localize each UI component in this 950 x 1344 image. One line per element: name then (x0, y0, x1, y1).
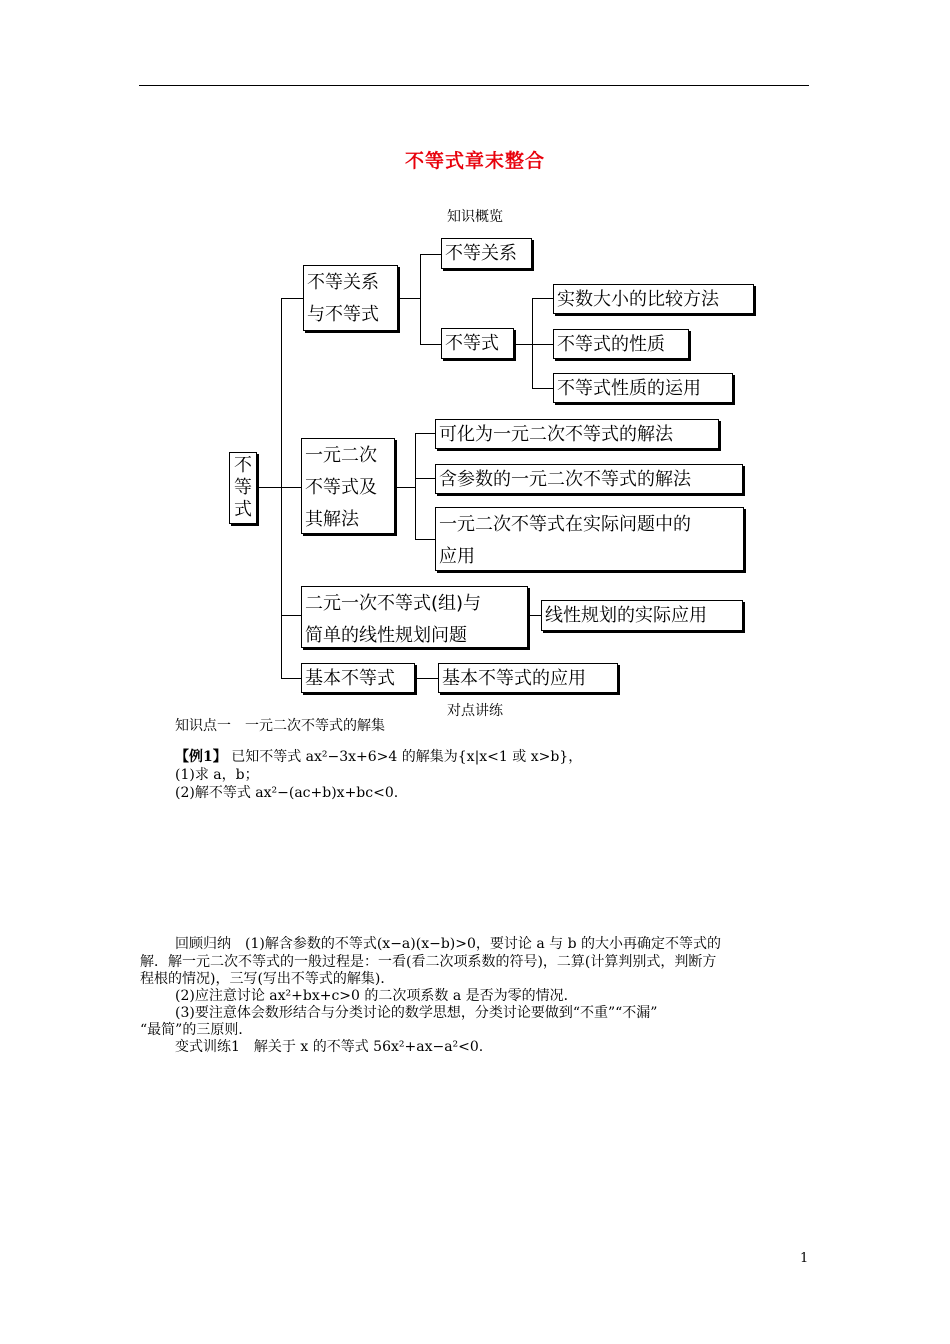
review-label: 回顾归纳 (175, 936, 231, 952)
node-inequality: 不等式 (441, 328, 514, 359)
page-number: 1 (800, 1251, 809, 1266)
mindmap-root-node: 不等式 (229, 452, 257, 524)
variant-exercise: 变式训练1 解关于 x 的不等式 56x²+ax−a²<0. (175, 1039, 484, 1055)
example-text: 已知不等式 ax²−3x+6>4 的解集为{x|x<1 或 x>b}， (231, 749, 583, 765)
overview-heading: 知识概览 (447, 209, 503, 225)
review-point-3-line-1: (3)要注意体会数形结合与分类讨论的数学思想，分类讨论要做到“不重”“不漏” (175, 1005, 658, 1021)
review-line-1: 回顾归纳 (1)解含参数的不等式(x−a)(x−b)>0，要讨论 a 与 b 的大小再确定不等式的 (175, 936, 721, 952)
variant-label: 变式训练1 (175, 1039, 240, 1055)
node-basic-inequality: 基本不等式 (301, 663, 415, 693)
node-parametric-quadratic: 含参数的一元二次不等式的解法 (435, 464, 743, 494)
section-heading: 知识点一 一元二次不等式的解集 (175, 718, 385, 734)
review-point-3-line-2: “最简”的三原则． (140, 1022, 253, 1038)
node-inequality-property-application: 不等式性质的运用 (553, 373, 733, 403)
node-basic-inequality-application: 基本不等式的应用 (438, 663, 618, 693)
header-rule (139, 85, 809, 86)
node-linear-programming: 二元一次不等式(组)与 简单的线性规划问题 (301, 586, 528, 648)
example-1 (175, 749, 582, 766)
review-point-2: (2)应注意讨论 ax²+bx+c>0 的二次项系数 a 是否为零的情况． (175, 988, 578, 1004)
question-2: (2)解不等式 ax²−(ac+b)x+bc<0. (175, 785, 399, 801)
node-inequality-properties: 不等式的性质 (553, 329, 689, 359)
practice-heading: 对点讲练 (447, 703, 503, 719)
page-title: 不等式章末整合 (404, 150, 545, 172)
node-quadratic-inequality: 一元二次 不等式及 其解法 (301, 438, 395, 534)
question-1: (1)求 a，b； (175, 767, 259, 783)
node-reducible-quadratic: 可化为一元二次不等式的解法 (435, 419, 719, 449)
node-quadratic-application: 一元二次不等式在实际问题中的 应用 (435, 507, 744, 571)
node-real-number-comparison: 实数大小的比较方法 (553, 284, 754, 314)
node-linear-programming-application: 线性规划的实际应用 (541, 600, 743, 631)
node-inequality-relation: 不等关系 与不等式 (303, 265, 398, 331)
review-line-3: 程根的情况)，三写(写出不等式的解集)． (140, 971, 395, 987)
example-tag: 【例1】 (175, 749, 227, 765)
review-line-2: 解．解一元二次不等式的一般过程是：一看(看二次项系数的符号)，二算(计算判别式，判断方 (140, 954, 717, 970)
node-inequality-relation-leaf: 不等关系 (441, 238, 532, 269)
